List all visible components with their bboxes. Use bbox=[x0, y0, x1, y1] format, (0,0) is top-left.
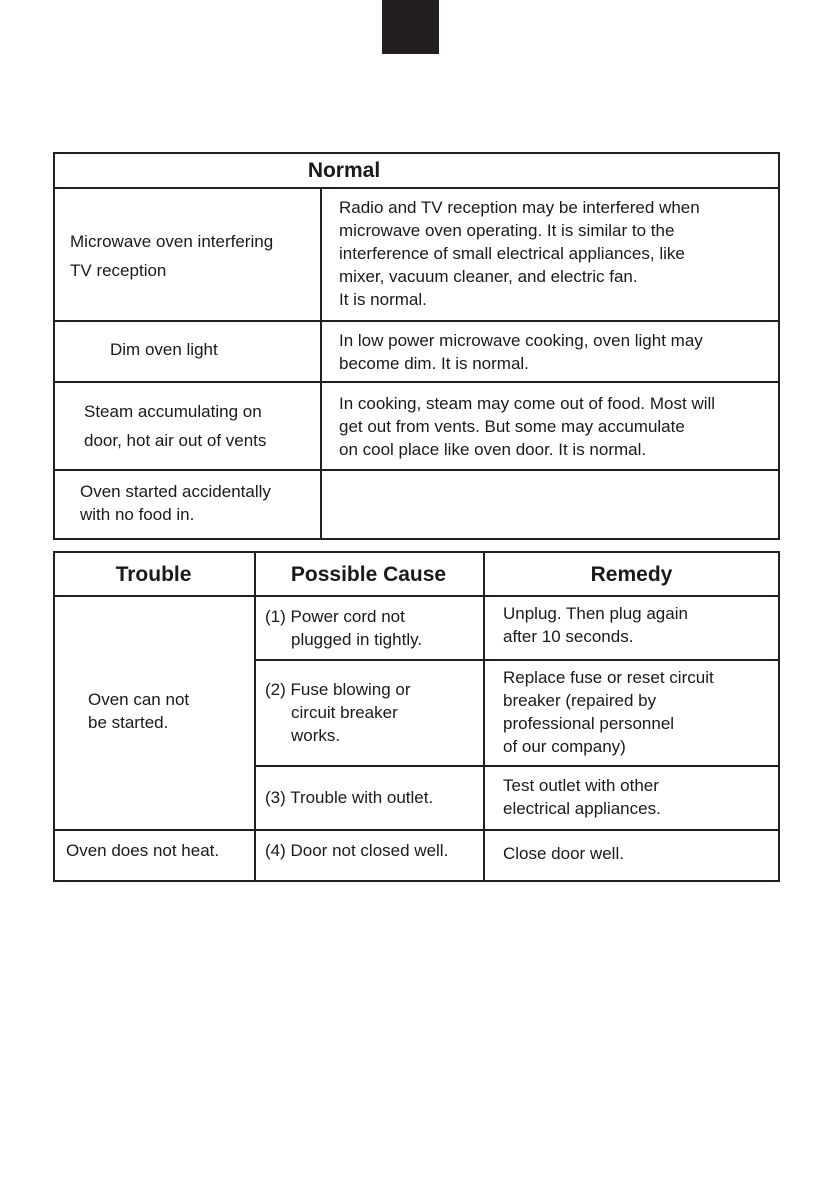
table-divider bbox=[53, 829, 780, 831]
cause-cell: (4) Door not closed well. bbox=[265, 841, 449, 860]
table-divider bbox=[53, 595, 780, 597]
header-remedy: Remedy bbox=[590, 563, 673, 586]
table-divider bbox=[53, 320, 780, 322]
table-divider bbox=[483, 551, 485, 882]
header-possible-cause: Possible Cause bbox=[290, 563, 447, 586]
table-divider bbox=[53, 381, 780, 383]
table-divider bbox=[53, 187, 780, 189]
remedy-cell: Unplug. Then plug again after 10 seconds. bbox=[503, 604, 688, 646]
normal-condition: Steam accumulating on door, hot air out of vents bbox=[84, 402, 267, 450]
header-trouble: Trouble bbox=[115, 563, 192, 586]
normal-condition: Dim oven light bbox=[110, 340, 218, 359]
table-divider bbox=[53, 469, 780, 471]
normal-table-title: Normal bbox=[307, 159, 381, 182]
cause-cell: (2) Fuse blowing or circuit breaker works. bbox=[265, 680, 411, 745]
remedy-cell: Replace fuse or reset circuit breaker (repaired by professional personnel of our company) bbox=[503, 668, 714, 756]
cause-cell: (1) Power cord not plugged in tightly. bbox=[265, 607, 423, 649]
table-divider bbox=[254, 765, 780, 767]
remedy-cell: Test outlet with other electrical appliances. bbox=[503, 776, 661, 818]
normal-explanation: In low power microwave cooking, oven light may become dim. It is normal. bbox=[339, 331, 703, 373]
trouble-cell: Oven can not be started. bbox=[88, 690, 190, 732]
normal-explanation: In cooking, steam may come out of food. Most will get out from vents. But some may accumulate on cool place like oven door. It is normal. bbox=[339, 394, 716, 459]
table-divider bbox=[254, 551, 256, 882]
normal-condition: Microwave oven interfering TV reception bbox=[70, 232, 274, 280]
trouble-cell: Oven does not heat. bbox=[66, 841, 220, 860]
table-divider bbox=[320, 187, 322, 539]
normal-explanation: Radio and TV reception may be interfered when microwave oven operating. It is similar to the interference of small electrical appliances, like mixer, vacuum cleaner, and electric fan. It is normal. bbox=[339, 198, 700, 309]
normal-condition: Oven started accidentally with no food in. bbox=[80, 482, 271, 524]
remedy-cell: Close door well. bbox=[503, 844, 624, 863]
table-divider bbox=[254, 659, 780, 661]
page-tab-marker bbox=[382, 0, 439, 54]
cause-cell: (3) Trouble with outlet. bbox=[265, 788, 434, 807]
